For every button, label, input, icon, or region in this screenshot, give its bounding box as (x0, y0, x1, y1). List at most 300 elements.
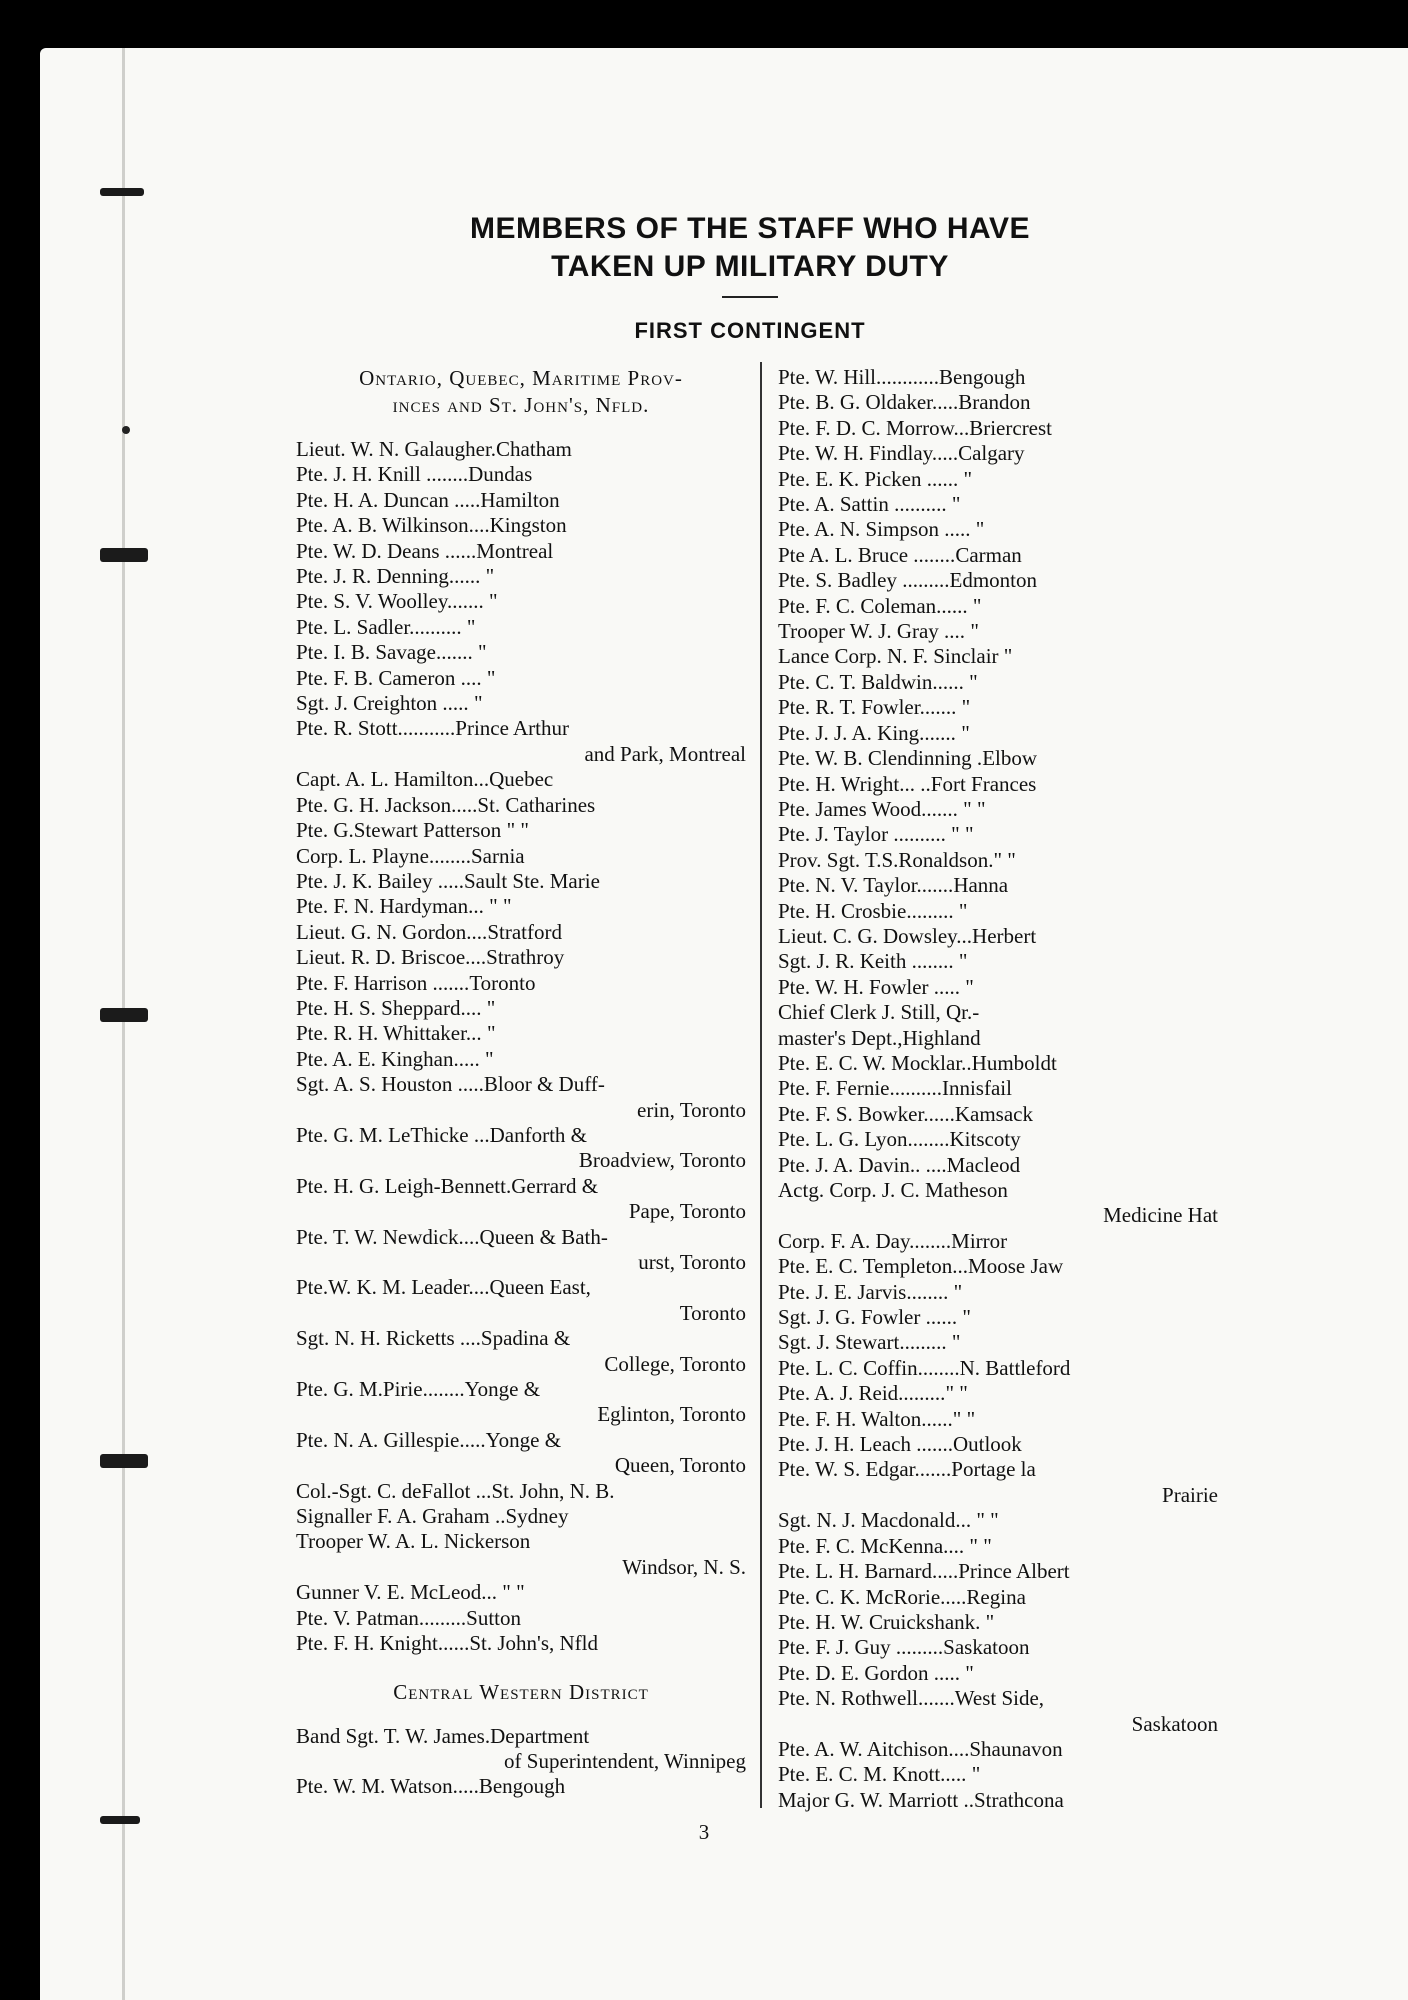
roster-location: " (960, 1660, 974, 1685)
roster-name: Pte. F. D. C. Morrow... (778, 415, 970, 440)
roster-location: West Side, (954, 1686, 1045, 1711)
roster-entry (778, 1534, 1218, 1559)
roster-entry (296, 869, 746, 894)
roster-name: Pte. G.Stewart Patterson (296, 818, 507, 843)
roster-location: Dundas (468, 462, 533, 487)
roster-entry (296, 1123, 746, 1148)
roster-name: Pte. J. R. Denning...... (296, 564, 481, 589)
roster-entry (778, 568, 1218, 593)
roster-name: Pte. N. A. Gillespie..... (296, 1427, 486, 1452)
roster-location: " (958, 466, 973, 491)
roster-location: Portage la (951, 1457, 1036, 1482)
roster-entry (778, 1280, 1218, 1305)
roster-entry (778, 1381, 1218, 1406)
roster-entry (296, 462, 746, 487)
roster-entry (296, 1352, 746, 1377)
roster-name: Corp. F. A. Day........ (778, 1228, 952, 1253)
roster-name: Pte. F. Harrison ....... (296, 970, 470, 995)
roster-name: Pte. N. Rothwell....... (778, 1686, 955, 1711)
roster-name: Pte. N. V. Taylor....... (778, 873, 954, 898)
roster-name: Pte. F. B. Cameron .... (296, 665, 482, 690)
roster-entry (778, 1432, 1218, 1457)
roster-location: Carman (955, 542, 1022, 567)
roster-name: Pte. H. Crosbie......... (778, 898, 954, 923)
roster-location: Hanna (953, 873, 1009, 898)
stitch-hole (122, 426, 130, 434)
roster-name: Pte. A. B. Wilkinson.... (296, 513, 490, 538)
roster-name: Pte. A. E. Kinghan..... (296, 1046, 480, 1071)
roster-name: Pte. James Wood....... (778, 796, 958, 821)
roster-name: Pte. F. N. Hardyman... (296, 894, 484, 919)
roster-entry (296, 920, 746, 945)
roster-name: Pte. F. Fernie.......... (778, 1076, 942, 1101)
roster-entry (778, 1635, 1218, 1660)
roster-location: urst, Toronto (638, 1250, 746, 1274)
roster-name: Pte. W. H. Findlay..... (778, 441, 959, 466)
roster-entry (296, 1301, 746, 1326)
roster-location: Hamilton (480, 487, 560, 512)
roster-list-central-western (296, 1724, 746, 1800)
roster-location: Danforth & (489, 1122, 588, 1147)
roster-location: " (481, 995, 496, 1020)
roster-entry (778, 1737, 1218, 1762)
roster-entry (778, 1330, 1218, 1355)
roster-name: Pte. W. H. Fowler ..... (778, 974, 961, 999)
roster-name: Sgt. J. G. Fowler ...... (778, 1305, 958, 1330)
roster-entry (296, 437, 746, 462)
roster-entry (296, 971, 746, 996)
roster-location: Strathroy (486, 945, 565, 970)
roster-entry (778, 1000, 1218, 1025)
roster-entry (296, 1749, 746, 1774)
binding-thread (122, 48, 125, 2000)
roster-name: Pte. D. E. Gordon ..... (778, 1660, 960, 1685)
roster-location: Humboldt (971, 1050, 1057, 1075)
roster-location: Bloor & Duff- (483, 1072, 605, 1097)
roster-location: Sarnia (470, 843, 525, 868)
roster-entry (778, 975, 1218, 1000)
roster-entry (778, 1102, 1218, 1127)
roster-location: " " (945, 822, 974, 847)
roster-location: Calgary (958, 441, 1025, 466)
roster-location: Toronto (469, 970, 536, 995)
roster-name: Lieut. R. D. Briscoe.... (296, 945, 487, 970)
contingent-heading: FIRST CONTINGENT (634, 318, 866, 343)
roster-entry (778, 797, 1218, 822)
roster-entry (778, 1661, 1218, 1686)
roster-location: " (481, 665, 496, 690)
column-divider (760, 362, 762, 1808)
roster-entry (778, 390, 1218, 415)
roster-entry (296, 1529, 746, 1554)
roster-entry (296, 1555, 746, 1580)
stitch-mark (100, 548, 148, 562)
roster-entry (296, 488, 746, 513)
roster-name: Sgt. J. R. Keith ........ (778, 949, 954, 974)
roster-location: Edmonton (949, 568, 1037, 593)
roster-name: Pte. H. S. Sheppard.... (296, 995, 482, 1020)
roster-location: of Superintendent, Winnipeg (504, 1748, 746, 1773)
roster-entry (296, 1631, 746, 1656)
roster-entry (296, 1199, 746, 1224)
roster-location: " " (971, 1508, 999, 1533)
roster-entry (296, 666, 746, 691)
roster-entry (778, 670, 1218, 695)
roster-entry (778, 1762, 1218, 1787)
roster-entry (778, 949, 1218, 974)
roster-location: " " (993, 847, 1016, 872)
roster-name: Pte. E. C. W. Mocklar.. (778, 1050, 972, 1075)
roster-entry (778, 695, 1218, 720)
roster-name: Pte. A. J. Reid......... (778, 1381, 946, 1406)
roster-location: Herbert (972, 923, 1037, 948)
roster-entry (778, 1305, 1218, 1330)
roster-name: Pte. R. H. Whittaker... (296, 1021, 482, 1046)
roster-entry (778, 416, 1218, 441)
roster-name: Pte. W. B. Clendinning . (778, 746, 983, 771)
roster-entry (778, 1483, 1218, 1508)
roster-name: Pte. W. Hill............ (778, 365, 940, 389)
roster-entry (778, 517, 1218, 542)
roster-name: Pte. W. D. Deans ...... (296, 538, 477, 563)
roster-name: Lieut. W. N. Galaugher. (296, 437, 497, 461)
roster-location: Bengough (478, 1774, 566, 1799)
roster-name: Pte. L. H. Barnard..... (778, 1559, 959, 1584)
roster-location: Medicine Hat (1103, 1203, 1218, 1228)
roster-entry (296, 1072, 746, 1097)
roster-location: Queen, Toronto (614, 1453, 746, 1478)
roster-name: Lieut. C. G. Dowsley... (778, 923, 973, 948)
roster-entry (296, 1402, 746, 1427)
roster-location: Fort Frances (930, 771, 1037, 796)
roster-name: Pte. J. E. Jarvis........ (778, 1279, 949, 1304)
roster-location: College, Toronto (604, 1351, 746, 1376)
roster-name: Pte. H. W. Cruickshank. (778, 1609, 981, 1634)
roster-name: Pte. W. M. Watson..... (296, 1774, 479, 1799)
roster-entry (296, 1047, 746, 1072)
roster-name: Band Sgt. T. W. James. (296, 1723, 491, 1748)
roster-location: Shaunavon (969, 1736, 1063, 1761)
roster-location: " (955, 720, 970, 745)
roster-location: and Park, Montreal (584, 741, 746, 766)
roster-entry (778, 1229, 1218, 1254)
roster-entry (778, 1203, 1218, 1228)
roster-location: Chatham (496, 437, 572, 461)
roster-name: Sgt. J. Creighton ..... (296, 691, 469, 716)
section-heading-line: Ontario, Quebec, Maritime Prov- (359, 366, 683, 390)
roster-name: Sgt. A. S. Houston ..... (296, 1072, 484, 1097)
roster-location: Highland (902, 1025, 981, 1050)
roster-name: Sgt. N. H. Ricketts .... (296, 1326, 481, 1351)
roster-entry (778, 1610, 1218, 1635)
roster-name: Col.-Sgt. C. deFallot ... (296, 1478, 492, 1503)
roster-location: Macleod (946, 1152, 1021, 1177)
stitch-mark (100, 188, 144, 196)
roster-location: " (481, 1021, 496, 1046)
roster-location: " (953, 949, 968, 974)
roster-location: St. John's, Nfld (469, 1631, 598, 1656)
roster-name: Pte. C. T. Baldwin...... (778, 669, 964, 694)
roster-entry (296, 539, 746, 564)
roster-entry (778, 899, 1218, 924)
roster-entry (296, 996, 746, 1021)
roster-entry (296, 1504, 746, 1529)
roster-entry (778, 924, 1218, 949)
roster-entry (778, 746, 1218, 771)
roster-entry (778, 1254, 1218, 1279)
roster-name: Pte A. L. Bruce ........ (778, 542, 956, 567)
roster-name: Gunner V. E. McLeod... (296, 1580, 498, 1605)
roster-location: Sault Ste. Marie (464, 868, 600, 893)
roster-location: Kamsack (954, 1101, 1033, 1126)
section-heading-central-western: Central Western District (393, 1679, 649, 1704)
roster-entry (296, 818, 746, 843)
roster-entry (296, 767, 746, 792)
roster-location: " (946, 492, 961, 517)
roster-name: Pte. J. J. A. King....... (778, 720, 956, 745)
roster-entry (778, 1026, 1218, 1051)
roster-location: Prince Arthur (455, 716, 570, 741)
roster-entry (296, 1428, 746, 1453)
roster-location: Montreal (476, 538, 554, 563)
roster-entry (778, 1712, 1218, 1737)
roster-entry (296, 1774, 746, 1799)
roster-name: Pte. A. Sattin .......... (778, 492, 947, 517)
roster-name: Pte. H. A. Duncan ..... (296, 487, 481, 512)
roster-location: " (980, 1609, 995, 1634)
roster-location: " " (952, 1406, 976, 1431)
roster-entry (778, 1686, 1218, 1711)
roster-entry (778, 1585, 1218, 1610)
roster-entry (778, 1559, 1218, 1584)
roster-location: " (479, 1046, 494, 1071)
roster-name: Pte.W. K. M. Leader.... (296, 1275, 490, 1300)
roster-name: Pte. E. C. M. Knott..... (778, 1762, 967, 1787)
roster-location: Stratford (487, 919, 562, 944)
roster-name: Pte. J. K. Bailey ..... (296, 868, 464, 893)
roster-entry (296, 793, 746, 818)
roster-location: " " (483, 894, 512, 919)
roster-entry (296, 640, 746, 665)
section-heading-ontario (296, 365, 746, 419)
roster-location: N. Battleford (959, 1355, 1071, 1380)
roster-name: Lance Corp. N. F. Sinclair (778, 644, 999, 669)
roster-name: Pte. S. V. Woolley....... (296, 589, 484, 614)
roster-name: Pte. E. C. Templeton... (778, 1254, 969, 1279)
roster-entry (296, 615, 746, 640)
roster-location: " (468, 691, 483, 716)
roster-location: Brandon (958, 390, 1031, 415)
roster-location: Sutton (466, 1605, 522, 1630)
roster-name: Sgt. J. Stewart......... (778, 1330, 947, 1355)
roster-location: Kingston (489, 513, 567, 538)
roster-name: Pte. V. Patman......... (296, 1605, 467, 1630)
roster-name: Pte. E. K. Picken ...... (778, 466, 959, 491)
roster-entry (296, 564, 746, 589)
roster-entry (778, 1178, 1218, 1203)
roster-location: Prairie (1162, 1482, 1218, 1507)
roster-location: " " (497, 1580, 525, 1605)
roster-name: Pte. F. S. Bowker...... (778, 1101, 955, 1126)
roster-location: St. John, N. B. (491, 1478, 615, 1503)
roster-name: Pte. A. N. Simpson ..... (778, 517, 971, 542)
roster-location: Sydney (505, 1504, 569, 1529)
roster-entry (296, 1453, 746, 1478)
roster-location: Queen East, (489, 1275, 591, 1300)
roster-name: Pte. L. G. Lyon........ (778, 1127, 950, 1152)
roster-name: Pte. G. M.Pirie........ (296, 1377, 465, 1402)
roster-name: Pte. R. Stott........... (296, 716, 456, 741)
roster-location: Eglinton, Toronto (597, 1402, 746, 1427)
roster-location: Prince Albert (958, 1559, 1070, 1584)
roster-location: Department (490, 1723, 590, 1748)
stitch-mark (100, 1454, 148, 1468)
roster-name: Pte. I. B. Savage....... (296, 640, 473, 665)
roster-entry (778, 365, 1218, 390)
roster-name: Actg. Corp. J. C. Matheson (778, 1178, 1008, 1202)
roster-entry (296, 1174, 746, 1199)
roster-entry (778, 1788, 1218, 1813)
roster-entry (296, 1606, 746, 1631)
roster-location: Gerrard & (511, 1173, 599, 1198)
roster-name: Pte. J. H. Leach ....... (778, 1432, 953, 1457)
page-title (380, 210, 1120, 286)
roster-entry (778, 873, 1218, 898)
roster-name: Capt. A. L. Hamilton... (296, 767, 490, 792)
roster-location: Saskatoon (1131, 1711, 1218, 1736)
roster-name: Chief Clerk J. Still, Qr.- (778, 1000, 980, 1025)
roster-location: " (963, 669, 978, 694)
roster-entry (296, 1098, 746, 1123)
roster-entry (778, 1153, 1218, 1178)
roster-location: Yonge & (485, 1427, 562, 1452)
roster-location: Spadina & (480, 1326, 571, 1351)
roster-entry (296, 589, 746, 614)
roster-entry (778, 1127, 1218, 1152)
roster-entry (296, 894, 746, 919)
roster-name: Pte. G. H. Jackson..... (296, 792, 478, 817)
roster-location: Elbow (982, 746, 1038, 771)
roster-name: Pte. J. H. Knill ........ (296, 462, 469, 487)
roster-entry (296, 1724, 746, 1749)
roster-entry (778, 1457, 1218, 1482)
roster-location: " (953, 898, 968, 923)
roster-location: " " (957, 796, 986, 821)
roster-location: " " (506, 818, 529, 843)
roster-entry (778, 543, 1218, 568)
roster-entry (778, 1051, 1218, 1076)
roster-entry (778, 822, 1218, 847)
roster-entry (296, 691, 746, 716)
roster-location: " (472, 640, 487, 665)
roster-location: Moose Jaw (968, 1254, 1064, 1279)
roster-entry (778, 467, 1218, 492)
roster-entry (296, 1479, 746, 1504)
roster-location: Toronto (679, 1300, 746, 1325)
roster-entry (778, 594, 1218, 619)
roster-location: Windsor, N. S. (622, 1554, 746, 1579)
roster-location: Strathcona (973, 1787, 1064, 1812)
roster-location: Kitscoty (949, 1127, 1021, 1152)
roster-location: " (965, 619, 979, 644)
roster-entry (778, 619, 1218, 644)
title-line-2: TAKEN UP MILITARY DUTY (551, 250, 949, 283)
roster-entry (296, 1377, 746, 1402)
roster-name: Pte. F. C. Coleman...... (778, 593, 968, 618)
roster-entry (778, 1508, 1218, 1533)
roster-entry (778, 644, 1218, 669)
roster-entry (296, 716, 746, 741)
stitch-mark (100, 1008, 148, 1022)
roster-location: erin, Toronto (637, 1097, 746, 1122)
roster-name: Pte. T. W. Newdick.... (296, 1224, 480, 1249)
roster-entry (778, 848, 1218, 873)
roster-entry (296, 1275, 746, 1300)
page-number: 3 (698, 1820, 710, 1844)
title-line-1: MEMBERS OF THE STAFF WHO HAVE (469, 212, 1031, 245)
roster-name: Major G. W. Marriott .. (778, 1787, 974, 1812)
right-column (778, 365, 1218, 1813)
roster-location: Queen & Bath- (479, 1224, 608, 1249)
roster-name: Pte. F. C. McKenna.... (778, 1533, 965, 1558)
roster-location: Regina (966, 1584, 1026, 1609)
roster-location: Pape, Toronto (628, 1199, 746, 1224)
section-heading-line: inces and St. John's, Nfld. (392, 393, 650, 417)
roster-entry (296, 1580, 746, 1605)
roster-entry (778, 1076, 1218, 1101)
roster-entry (778, 441, 1218, 466)
roster-location: " (970, 517, 985, 542)
binding-stitches (42, 48, 132, 2000)
roster-location: Broadview, Toronto (578, 1148, 746, 1173)
roster-entry (296, 513, 746, 538)
roster-location: " (946, 1330, 961, 1355)
roster-entry (778, 772, 1218, 797)
roster-name: Pte. R. T. Fowler....... (778, 695, 957, 720)
roster-entry (296, 1225, 746, 1250)
roster-list-ontario (296, 437, 746, 1657)
roster-name: Trooper W. A. L. Nickerson (296, 1529, 531, 1554)
roster-name: Pte. C. K. McRorie..... (778, 1584, 967, 1609)
roster-name: Pte. B. G. Oldaker..... (778, 390, 959, 415)
roster-location: " (461, 614, 476, 639)
roster-location: Mirror (951, 1228, 1008, 1253)
roster-location: Yonge & (464, 1377, 541, 1402)
roster-location: " " (964, 1533, 992, 1558)
roster-name: Pte. W. S. Edgar....... (778, 1457, 952, 1482)
roster-name: Trooper W. J. Gray .... (778, 619, 966, 644)
roster-location: Briercrest (969, 415, 1053, 440)
roster-name: Lieut. G. N. Gordon.... (296, 919, 488, 944)
roster-entry (296, 945, 746, 970)
roster-entry (778, 1356, 1218, 1381)
roster-location: Outlook (952, 1432, 1022, 1457)
roster-location: St. Catharines (477, 792, 596, 817)
roster-name: Pte. L. Sadler.......... (296, 614, 462, 639)
roster-name: Signaller F. A. Graham .. (296, 1504, 506, 1529)
roster-entry (296, 742, 746, 767)
roster-location: " (967, 593, 982, 618)
roster-entry (778, 721, 1218, 746)
roster-name: Pte. H. G. Leigh-Bennett. (296, 1173, 512, 1198)
roster-entry (296, 1250, 746, 1275)
roster-location: " (960, 974, 974, 999)
roster-name: master's Dept., (778, 1025, 903, 1050)
roster-entry (778, 1407, 1218, 1432)
roster-name: Pte. F. J. Guy ......... (778, 1635, 944, 1660)
roster-entry (296, 1326, 746, 1351)
roster-name: Pte. G. M. LeThicke ... (296, 1122, 490, 1147)
